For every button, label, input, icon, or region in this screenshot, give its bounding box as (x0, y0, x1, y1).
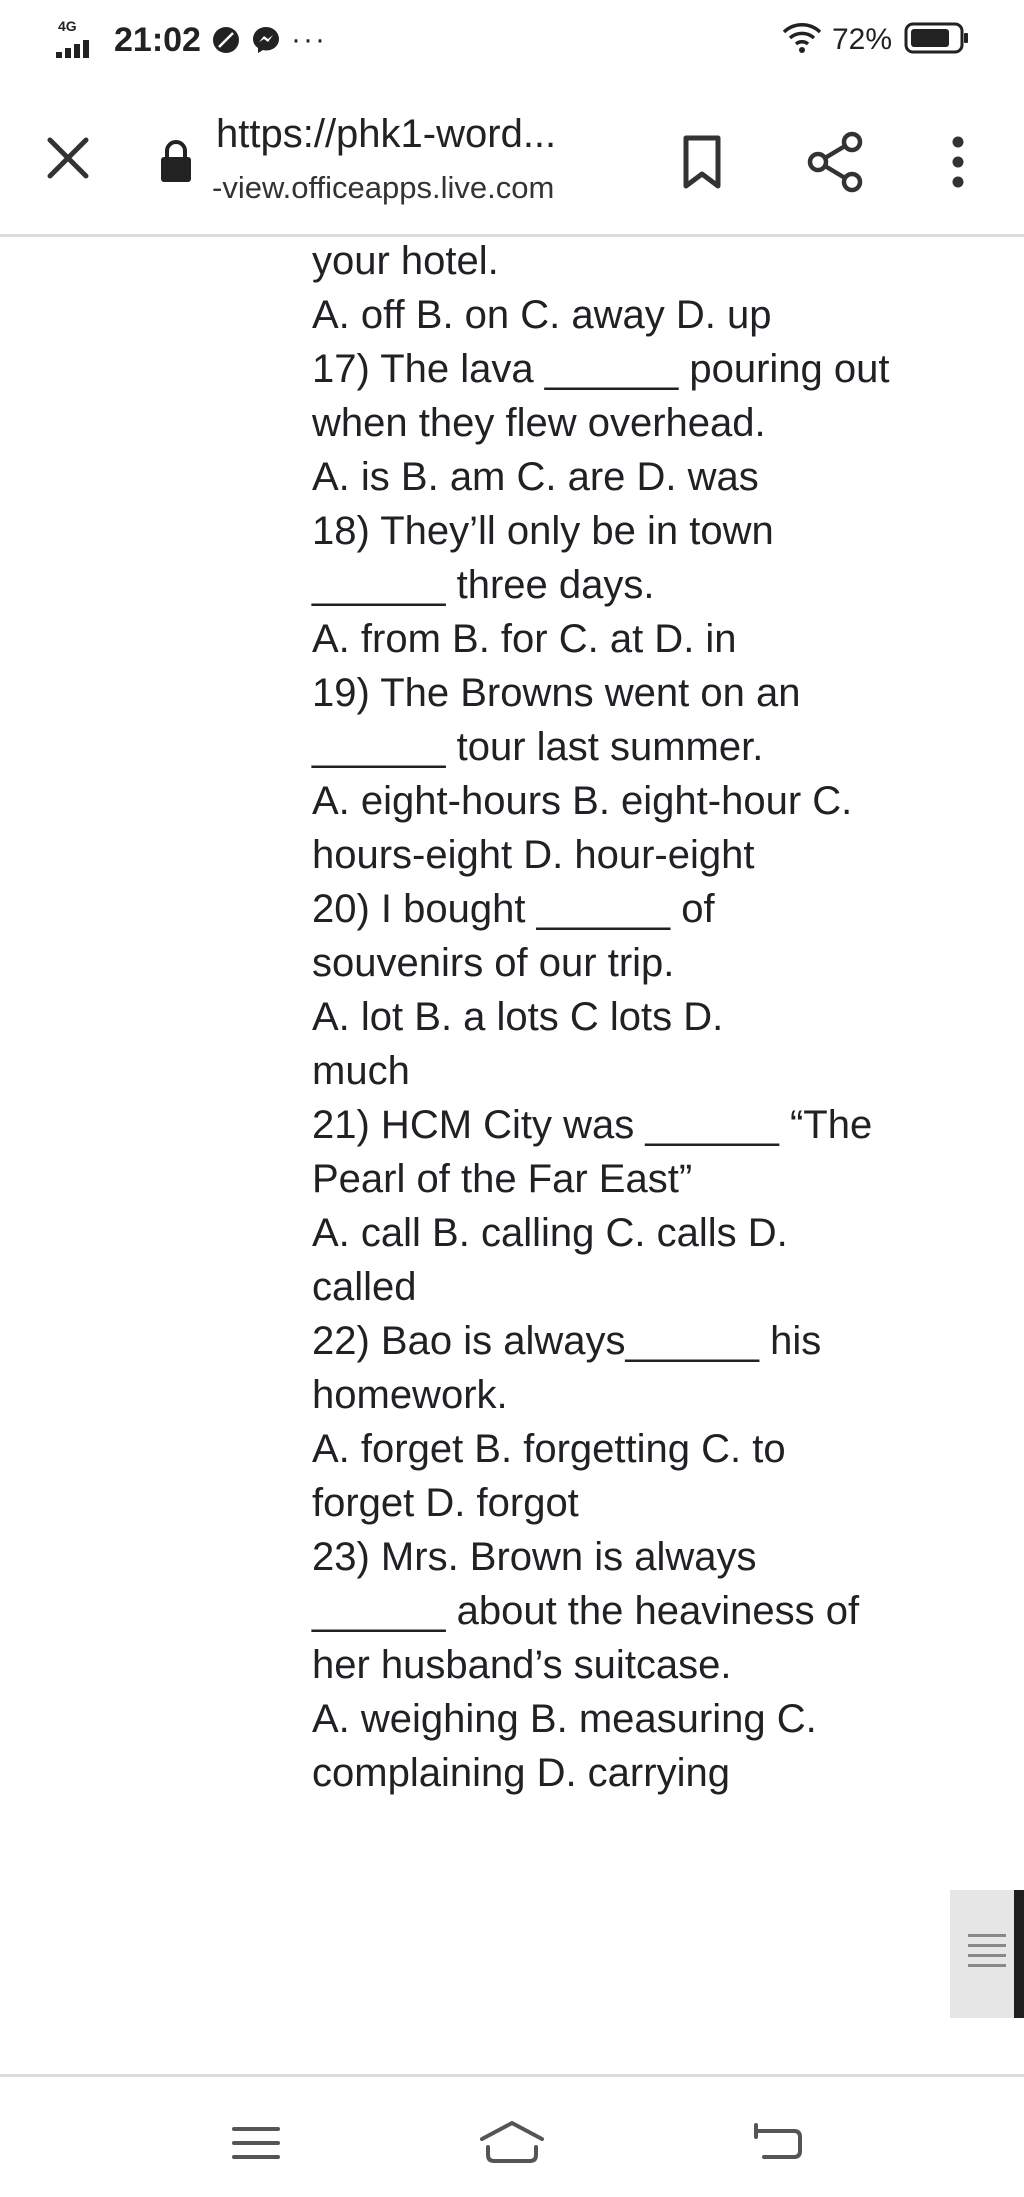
status-bar (0, 0, 1024, 80)
leaf-notification-icon (211, 25, 241, 55)
doc-line: A. off B. on C. away D. up (312, 293, 772, 337)
doc-line: A. from B. for C. at D. in (312, 617, 737, 661)
doc-line: 19) The Browns went on an (312, 671, 801, 715)
doc-line: ______ about the heaviness of (312, 1589, 860, 1633)
doc-line: your hotel. (312, 239, 499, 283)
doc-line: ______ three days. (312, 563, 655, 607)
more-vert-icon[interactable] (940, 130, 976, 194)
doc-line: A. is B. am C. are D. was (312, 455, 759, 499)
doc-line: homework. (312, 1373, 508, 1417)
doc-line: 22) Bao is always______ his (312, 1319, 822, 1363)
clock: 21:02 (114, 20, 201, 59)
wifi-icon (782, 22, 822, 59)
doc-line: forget D. forgot (312, 1481, 579, 1525)
doc-line: 20) I bought ______ of (312, 887, 715, 931)
doc-line: ______ tour last summer. (312, 725, 764, 769)
battery-icon (904, 21, 970, 60)
signal-icon (54, 18, 110, 62)
share-icon[interactable] (804, 130, 868, 194)
more-notifications-icon: ··· (290, 23, 327, 56)
home-icon[interactable] (476, 2117, 548, 2169)
document-content (312, 234, 952, 1800)
network-label: 4G (58, 18, 77, 34)
scroll-thumb[interactable] (950, 1890, 1024, 2018)
doc-line: 18) They’ll only be in town (312, 509, 774, 553)
scroll-thumb-edge (1014, 1890, 1024, 2018)
doc-line: complaining D. carrying (312, 1751, 730, 1795)
status-left (54, 18, 327, 62)
drag-handle-icon (968, 1934, 1006, 1974)
doc-line: when they flew overhead. (312, 401, 766, 445)
doc-line: 23) Mrs. Brown is always (312, 1535, 757, 1579)
doc-line: 21) HCM City was ______ “The (312, 1103, 873, 1147)
navigation-bar (0, 2074, 1024, 2197)
url-sub[interactable]: -view.officeapps.live.com (212, 170, 555, 205)
doc-line: her husband’s suitcase. (312, 1643, 732, 1687)
status-right (782, 18, 970, 62)
back-icon[interactable] (748, 2117, 808, 2169)
doc-line: souvenirs of our trip. (312, 941, 675, 985)
menu-icon[interactable] (226, 2117, 286, 2169)
doc-line: much (312, 1049, 410, 1093)
messenger-notification-icon (251, 25, 281, 55)
battery-percent: 72% (831, 23, 892, 56)
doc-line: A. call B. calling C. calls D. (312, 1211, 788, 1255)
browser-toolbar (0, 82, 1024, 237)
doc-line: A. weighing B. measuring C. (312, 1697, 817, 1741)
doc-line: Pearl of the Far East” (312, 1157, 693, 1201)
doc-line: 17) The lava ______ pouring out (312, 347, 890, 391)
doc-line: called (312, 1265, 417, 1309)
doc-line: A. lot B. a lots C lots D. (312, 995, 724, 1039)
bookmark-icon[interactable] (672, 132, 732, 192)
url-main[interactable]: https://phk1-word... (216, 112, 557, 156)
lock-icon[interactable] (158, 138, 194, 184)
doc-line: A. forget B. forgetting C. to (312, 1427, 786, 1471)
doc-line: hours-eight D. hour-eight (312, 833, 755, 877)
doc-line: A. eight-hours B. eight-hour C. (312, 779, 853, 823)
close-icon[interactable] (40, 130, 96, 186)
